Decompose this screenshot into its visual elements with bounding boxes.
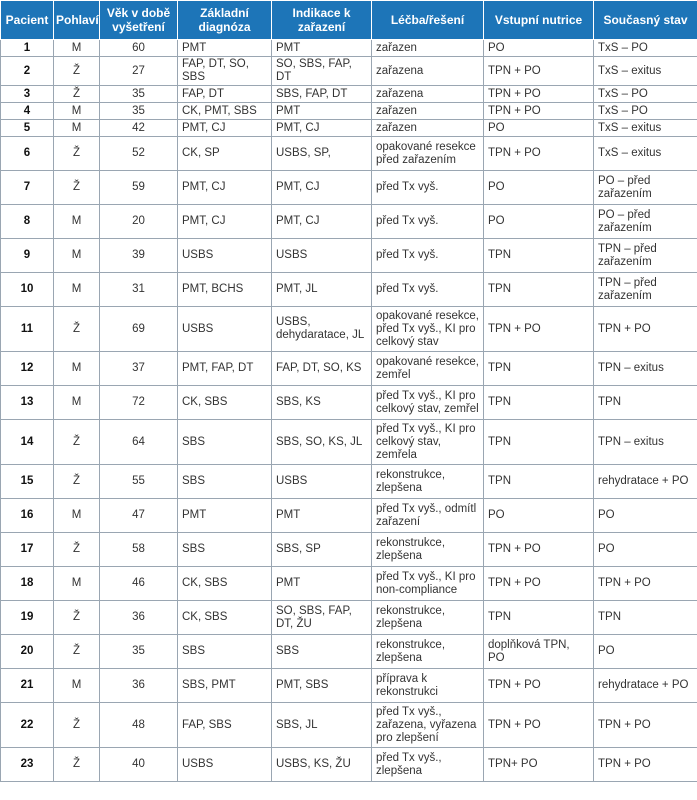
- cell-state: PO – před zařazením: [594, 205, 697, 239]
- cell-indication: SO, SBS, FAP, DT, ŽU: [272, 601, 372, 635]
- table-row: [1, 352, 697, 386]
- cell-state: TPN + PO: [594, 703, 697, 748]
- cell-state: PO: [594, 533, 697, 567]
- cell-diagnosis: CK, PMT, SBS: [178, 103, 272, 120]
- cell-age: 36: [100, 601, 178, 635]
- cell-patient: 10: [1, 273, 54, 307]
- cell-patient: 9: [1, 239, 54, 273]
- cell-state: TPN – exitus: [594, 420, 697, 465]
- cell-sex: M: [54, 499, 100, 533]
- cell-nutrition: TPN + PO: [484, 703, 594, 748]
- cell-treatment: před Tx vyš.: [372, 171, 484, 205]
- cell-sex: Ž: [54, 748, 100, 782]
- cell-treatment: před Tx vyš.: [372, 273, 484, 307]
- cell-nutrition: doplňková TPN, PO: [484, 635, 594, 669]
- cell-age: 39: [100, 239, 178, 273]
- cell-age: 58: [100, 533, 178, 567]
- cell-sex: M: [54, 205, 100, 239]
- cell-nutrition: TPN: [484, 386, 594, 420]
- cell-treatment: rekonstrukce, zlepšena: [372, 465, 484, 499]
- cell-age: 36: [100, 669, 178, 703]
- table-row: [1, 120, 697, 137]
- cell-treatment: příprava k rekonstrukci: [372, 669, 484, 703]
- cell-state: TxS – exitus: [594, 137, 697, 171]
- cell-treatment: zařazen: [372, 40, 484, 57]
- cell-diagnosis: FAP, DT, SO, SBS: [178, 57, 272, 86]
- cell-treatment: před Tx vyš.: [372, 239, 484, 273]
- header-nutrition: Vstupní nutrice: [484, 1, 594, 40]
- cell-state: TxS – PO: [594, 86, 697, 103]
- cell-diagnosis: CK, SBS: [178, 386, 272, 420]
- cell-nutrition: TPN: [484, 352, 594, 386]
- cell-age: 40: [100, 748, 178, 782]
- cell-diagnosis: PMT: [178, 499, 272, 533]
- cell-patient: 17: [1, 533, 54, 567]
- cell-treatment: zařazena: [372, 86, 484, 103]
- cell-indication: SO, SBS, FAP, DT: [272, 57, 372, 86]
- cell-diagnosis: CK, SBS: [178, 567, 272, 601]
- table-row: [1, 669, 697, 703]
- cell-state: TPN + PO: [594, 567, 697, 601]
- cell-age: 46: [100, 567, 178, 601]
- table-row: [1, 465, 697, 499]
- cell-indication: PMT: [272, 567, 372, 601]
- cell-nutrition: TPN+ PO: [484, 748, 594, 782]
- cell-sex: Ž: [54, 420, 100, 465]
- cell-patient: 12: [1, 352, 54, 386]
- cell-nutrition: TPN + PO: [484, 137, 594, 171]
- table-row: [1, 205, 697, 239]
- cell-sex: Ž: [54, 533, 100, 567]
- cell-nutrition: PO: [484, 40, 594, 57]
- cell-state: PO: [594, 499, 697, 533]
- cell-state: TPN + PO: [594, 307, 697, 352]
- cell-state: TPN: [594, 386, 697, 420]
- cell-indication: SBS, FAP, DT: [272, 86, 372, 103]
- cell-age: 59: [100, 171, 178, 205]
- cell-nutrition: PO: [484, 120, 594, 137]
- cell-sex: M: [54, 386, 100, 420]
- cell-patient: 22: [1, 703, 54, 748]
- cell-age: 20: [100, 205, 178, 239]
- cell-patient: 11: [1, 307, 54, 352]
- table-header-row: [1, 1, 697, 40]
- cell-diagnosis: SBS: [178, 533, 272, 567]
- header-age: Věk v době vyšetření: [100, 1, 178, 40]
- cell-diagnosis: FAP, SBS: [178, 703, 272, 748]
- cell-sex: M: [54, 40, 100, 57]
- cell-diagnosis: SBS: [178, 420, 272, 465]
- cell-diagnosis: CK, SBS: [178, 601, 272, 635]
- cell-treatment: opakované resekce, zemřel: [372, 352, 484, 386]
- cell-state: TxS – exitus: [594, 57, 697, 86]
- cell-diagnosis: PMT, CJ: [178, 171, 272, 205]
- cell-treatment: zařazen: [372, 103, 484, 120]
- cell-indication: PMT, CJ: [272, 120, 372, 137]
- table-row: [1, 57, 697, 86]
- cell-age: 69: [100, 307, 178, 352]
- table-row: [1, 86, 697, 103]
- cell-diagnosis: USBS: [178, 239, 272, 273]
- cell-indication: PMT: [272, 499, 372, 533]
- cell-patient: 8: [1, 205, 54, 239]
- cell-indication: PMT, SBS: [272, 669, 372, 703]
- cell-indication: USBS: [272, 239, 372, 273]
- cell-state: rehydratace + PO: [594, 669, 697, 703]
- cell-age: 35: [100, 86, 178, 103]
- cell-age: 27: [100, 57, 178, 86]
- cell-age: 52: [100, 137, 178, 171]
- cell-patient: 18: [1, 567, 54, 601]
- cell-diagnosis: PMT: [178, 40, 272, 57]
- cell-indication: USBS, KS, ŽU: [272, 748, 372, 782]
- cell-sex: M: [54, 352, 100, 386]
- cell-indication: PMT, CJ: [272, 171, 372, 205]
- cell-patient: 6: [1, 137, 54, 171]
- cell-age: 48: [100, 703, 178, 748]
- cell-age: 64: [100, 420, 178, 465]
- cell-patient: 5: [1, 120, 54, 137]
- cell-state: rehydratace + PO: [594, 465, 697, 499]
- cell-sex: Ž: [54, 465, 100, 499]
- cell-sex: M: [54, 103, 100, 120]
- cell-diagnosis: PMT, BCHS: [178, 273, 272, 307]
- cell-patient: 23: [1, 748, 54, 782]
- cell-nutrition: TPN + PO: [484, 307, 594, 352]
- cell-sex: Ž: [54, 171, 100, 205]
- cell-diagnosis: SBS, PMT: [178, 669, 272, 703]
- cell-diagnosis: USBS: [178, 307, 272, 352]
- cell-patient: 1: [1, 40, 54, 57]
- cell-patient: 2: [1, 57, 54, 86]
- cell-indication: USBS, dehydaratace, JL: [272, 307, 372, 352]
- cell-treatment: před Tx vyš., KI pro non-compliance: [372, 567, 484, 601]
- cell-age: 60: [100, 40, 178, 57]
- cell-state: TxS – exitus: [594, 120, 697, 137]
- cell-treatment: zařazena: [372, 57, 484, 86]
- cell-indication: SBS, JL: [272, 703, 372, 748]
- cell-patient: 20: [1, 635, 54, 669]
- cell-sex: Ž: [54, 601, 100, 635]
- cell-state: TxS – PO: [594, 40, 697, 57]
- table-row: [1, 307, 697, 352]
- header-state: Současný stav: [594, 1, 697, 40]
- cell-nutrition: TPN: [484, 420, 594, 465]
- cell-indication: SBS, SP: [272, 533, 372, 567]
- table-row: [1, 103, 697, 120]
- header-patient: Pacient: [1, 1, 54, 40]
- cell-age: 37: [100, 352, 178, 386]
- cell-diagnosis: FAP, DT: [178, 86, 272, 103]
- cell-indication: SBS, SO, KS, JL: [272, 420, 372, 465]
- cell-sex: Ž: [54, 86, 100, 103]
- cell-state: PO – před zařazením: [594, 171, 697, 205]
- cell-patient: 4: [1, 103, 54, 120]
- cell-state: TxS – PO: [594, 103, 697, 120]
- cell-nutrition: PO: [484, 205, 594, 239]
- table-row: [1, 171, 697, 205]
- table-row: [1, 273, 697, 307]
- cell-sex: M: [54, 669, 100, 703]
- table-row: [1, 420, 697, 465]
- cell-treatment: rekonstrukce, zlepšena: [372, 635, 484, 669]
- cell-patient: 13: [1, 386, 54, 420]
- cell-treatment: rekonstrukce, zlepšena: [372, 533, 484, 567]
- cell-nutrition: TPN: [484, 239, 594, 273]
- cell-state: TPN – exitus: [594, 352, 697, 386]
- cell-patient: 21: [1, 669, 54, 703]
- cell-indication: SBS, KS: [272, 386, 372, 420]
- cell-treatment: před Tx vyš., odmítl zařazení: [372, 499, 484, 533]
- cell-indication: SBS: [272, 635, 372, 669]
- cell-sex: M: [54, 239, 100, 273]
- cell-sex: Ž: [54, 635, 100, 669]
- cell-nutrition: PO: [484, 171, 594, 205]
- cell-treatment: před Tx vyš., KI pro celkový stav, zemřela: [372, 420, 484, 465]
- cell-age: 31: [100, 273, 178, 307]
- cell-diagnosis: CK, SP: [178, 137, 272, 171]
- cell-age: 35: [100, 103, 178, 120]
- header-treatment: Léčba/řešení: [372, 1, 484, 40]
- cell-patient: 15: [1, 465, 54, 499]
- cell-nutrition: TPN: [484, 601, 594, 635]
- cell-diagnosis: PMT, FAP, DT: [178, 352, 272, 386]
- cell-sex: Ž: [54, 137, 100, 171]
- table-row: [1, 137, 697, 171]
- table-row: [1, 533, 697, 567]
- cell-patient: 14: [1, 420, 54, 465]
- cell-state: TPN – před zařazením: [594, 273, 697, 307]
- table-row: [1, 386, 697, 420]
- cell-diagnosis: SBS: [178, 465, 272, 499]
- cell-diagnosis: PMT, CJ: [178, 205, 272, 239]
- cell-indication: PMT: [272, 103, 372, 120]
- cell-sex: M: [54, 120, 100, 137]
- cell-age: 55: [100, 465, 178, 499]
- cell-state: TPN + PO: [594, 748, 697, 782]
- header-sex: Pohlaví: [54, 1, 100, 40]
- cell-nutrition: TPN + PO: [484, 57, 594, 86]
- cell-diagnosis: SBS: [178, 635, 272, 669]
- cell-nutrition: TPN + PO: [484, 86, 594, 103]
- header-indication: Indikace k zařazení: [272, 1, 372, 40]
- cell-patient: 7: [1, 171, 54, 205]
- cell-indication: PMT, JL: [272, 273, 372, 307]
- cell-state: TPN – před zařazením: [594, 239, 697, 273]
- table-row: [1, 40, 697, 57]
- table-row: [1, 567, 697, 601]
- cell-sex: M: [54, 273, 100, 307]
- table-row: [1, 499, 697, 533]
- cell-sex: Ž: [54, 703, 100, 748]
- cell-sex: M: [54, 567, 100, 601]
- cell-patient: 19: [1, 601, 54, 635]
- cell-patient: 3: [1, 86, 54, 103]
- cell-indication: USBS: [272, 465, 372, 499]
- cell-nutrition: PO: [484, 499, 594, 533]
- cell-treatment: opakované resekce před zařazením: [372, 137, 484, 171]
- cell-treatment: před Tx vyš., zařazena, vyřazena pro zlepšení: [372, 703, 484, 748]
- cell-nutrition: TPN + PO: [484, 103, 594, 120]
- table-row: [1, 601, 697, 635]
- header-diagnosis: Základní diagnóza: [178, 1, 272, 40]
- table-row: [1, 703, 697, 748]
- cell-sex: Ž: [54, 57, 100, 86]
- cell-nutrition: TPN + PO: [484, 533, 594, 567]
- cell-treatment: před Tx vyš., zlepšena: [372, 748, 484, 782]
- cell-indication: PMT: [272, 40, 372, 57]
- cell-patient: 16: [1, 499, 54, 533]
- cell-nutrition: TPN: [484, 273, 594, 307]
- cell-indication: PMT, CJ: [272, 205, 372, 239]
- table-row: [1, 635, 697, 669]
- cell-nutrition: TPN + PO: [484, 567, 594, 601]
- cell-indication: USBS, SP,: [272, 137, 372, 171]
- cell-age: 47: [100, 499, 178, 533]
- table-row: [1, 239, 697, 273]
- cell-age: 42: [100, 120, 178, 137]
- cell-age: 35: [100, 635, 178, 669]
- cell-indication: FAP, DT, SO, KS: [272, 352, 372, 386]
- cell-diagnosis: USBS: [178, 748, 272, 782]
- cell-treatment: opakované resekce, před Tx vyš., KI pro celkový stav: [372, 307, 484, 352]
- cell-state: PO: [594, 635, 697, 669]
- cell-state: TPN: [594, 601, 697, 635]
- cell-sex: Ž: [54, 307, 100, 352]
- table-row: [1, 748, 697, 782]
- cell-nutrition: TPN + PO: [484, 669, 594, 703]
- cell-treatment: před Tx vyš., KI pro celkový stav, zemřel: [372, 386, 484, 420]
- cell-nutrition: TPN: [484, 465, 594, 499]
- cell-treatment: rekonstrukce, zlepšena: [372, 601, 484, 635]
- cell-diagnosis: PMT, CJ: [178, 120, 272, 137]
- cell-age: 72: [100, 386, 178, 420]
- cell-treatment: zařazen: [372, 120, 484, 137]
- cell-treatment: před Tx vyš.: [372, 205, 484, 239]
